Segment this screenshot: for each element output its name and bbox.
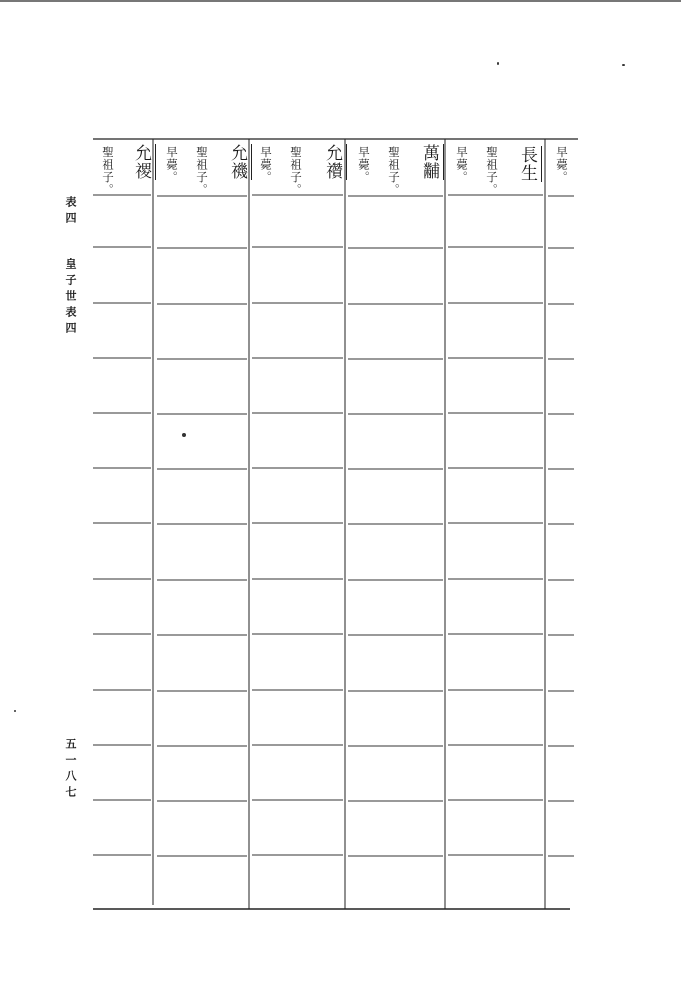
section-label: 表四 bbox=[64, 196, 77, 228]
column-5-name: 允禝 bbox=[129, 144, 156, 180]
column-2-note-2: 聖祖子。 bbox=[387, 146, 401, 196]
column-1-note-1: 早薨。 bbox=[455, 146, 469, 184]
column-5-note-1: 聖祖子。 bbox=[101, 146, 115, 196]
page-number: 五一八七 bbox=[64, 738, 77, 802]
column-1-name: 長生 bbox=[515, 146, 542, 182]
column-3-name: 允禶 bbox=[320, 144, 347, 180]
column-4-name: 允禨 bbox=[225, 144, 252, 180]
right-edge-note: 早薨。 bbox=[555, 146, 569, 184]
table-title: 皇子世表四 bbox=[64, 258, 77, 338]
column-3-note-1: 早薨。 bbox=[259, 146, 273, 184]
row-rules bbox=[93, 195, 574, 856]
column-2-name: 萬黼 bbox=[417, 144, 444, 180]
column-4-note-2: 聖祖子。 bbox=[195, 146, 209, 196]
column-1-note-2: 聖祖子。 bbox=[485, 146, 499, 196]
column-4-note-1: 早薨。 bbox=[165, 146, 179, 184]
column-2-note-1: 早薨。 bbox=[357, 146, 371, 184]
column-3-note-2: 聖祖子。 bbox=[289, 146, 303, 196]
